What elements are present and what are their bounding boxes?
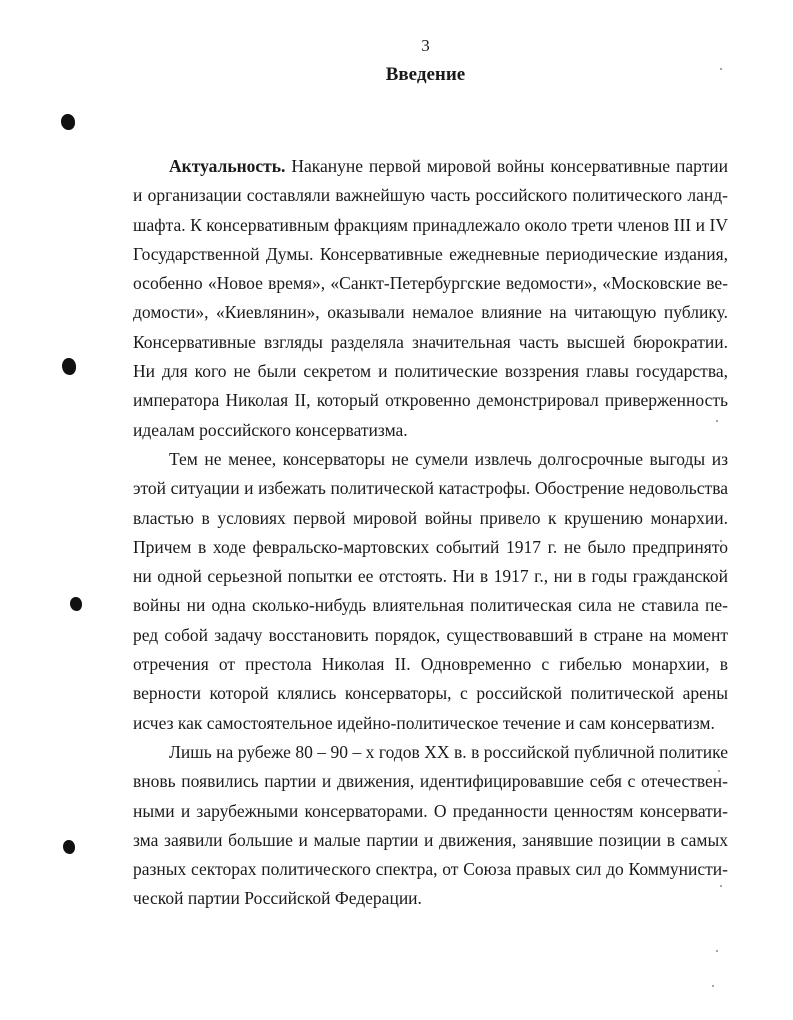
document-body	[133, 152, 728, 914]
punch-hole-mark	[62, 358, 76, 375]
paragraph-conservative-failure	[133, 445, 728, 738]
scan-speck	[716, 950, 718, 952]
punch-hole-mark	[63, 840, 75, 854]
paragraph-lead: Актуальность.	[169, 156, 286, 176]
scan-speck	[712, 985, 714, 987]
paragraph-text: Тем не менее, консерваторы не сумели извлечь долгосрочные выгоды из этой ситуации и избежать политической катастрофы. Обострение недовольства властью в условиях первой мировой войны привело к крушению монархии. Причем в ходе февральско-мартовских событий 1917 г. не было предпринято ни одной серьезной попытки ее отстоять. Ни в 1917 г., ни в годы гражданской войны ни одна сколько-нибудь влиятельная политическая сила не ставила перед собой задачу восстановить порядок, существовавший в стране на момент отречения от престола Николая II. Одновременно с гибелью монархии, в верности которой клялись консерваторы, с российской политической арены исчез как самостоятельное идейно-политическое течение и сам консерватизм.	[133, 448, 728, 733]
punch-hole-mark	[61, 114, 75, 130]
paragraph-text: Лишь на рубеже 80 – 90 – х годов XX в. в российской публичной политике вновь появились партии и движения, идентифицировавшие себя с отечественными и зарубежными консерваторами. О преданности ценностям консерватизма заявили большие и малые партии и движения, занявшие позиции в самых разных секторах политического спектра, от Союза правых сил до Коммунистической партии Российской Федерации.	[133, 741, 728, 909]
paragraph-relevance	[133, 152, 728, 445]
page-title: Введение	[385, 64, 466, 85]
paragraph-text: Накануне первой мировой войны консервативные партии и организации составляли важнейшую часть российского политического ландшафта. К консервативным фракциям принадлежало около трети членов III и IV Государственной Думы. Консервативные ежедневные периодические издания, особенно «Новое время», «Санкт-Петербургские ведомости», «Московские ведомости», «Киевлянин», оказывали немалое влияние на читающую публику. Консервативные взгляды разделяла значительная часть высшей бюрократии. Ни для кого не были секретом и политические воззрения главы государства, императора Николая II, который откровенно демонстрировал приверженность идеалам российского консерватизма.	[133, 156, 728, 440]
paragraph-revival	[133, 738, 728, 914]
page-number: 3	[421, 36, 430, 55]
punch-hole-mark	[70, 597, 82, 611]
